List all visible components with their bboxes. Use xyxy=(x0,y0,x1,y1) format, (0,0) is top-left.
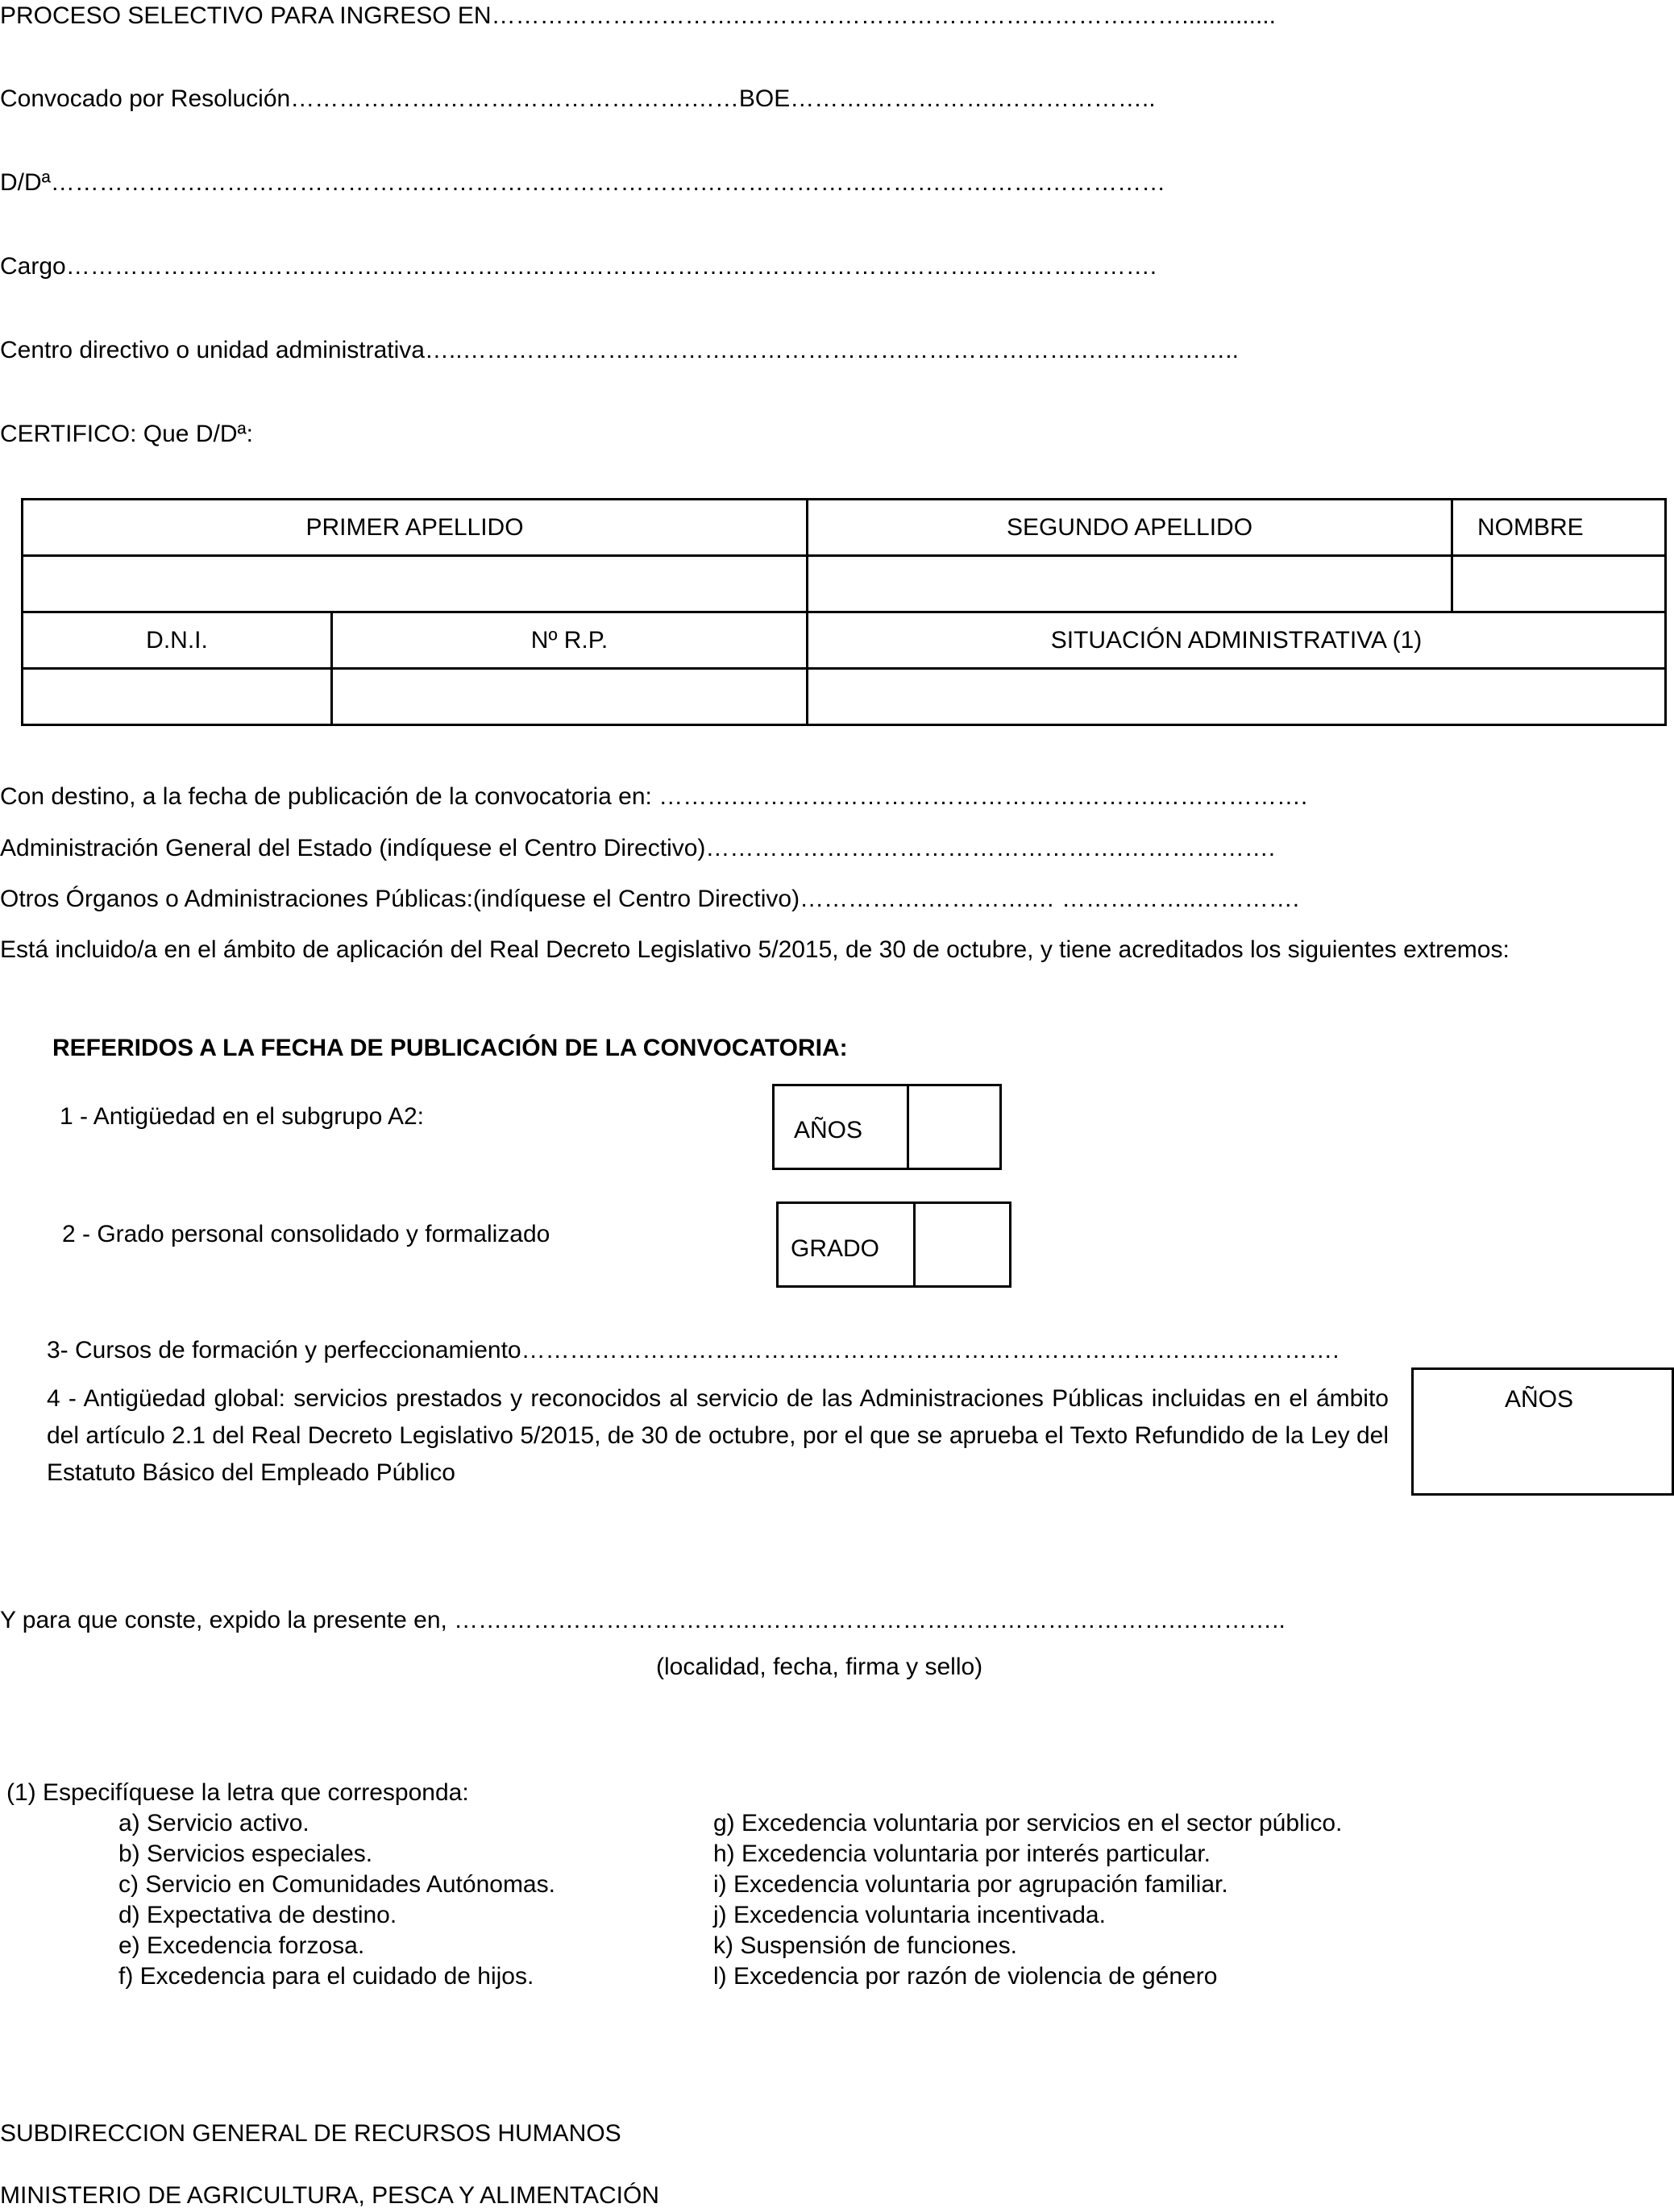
list-item: a) Servicio activo. xyxy=(118,1810,309,1836)
certifico-label: CERTIFICO: Que D/Dª: xyxy=(0,421,253,447)
nrp-header: Nº R.P. xyxy=(332,612,808,669)
anos-global-label: AÑOS xyxy=(1505,1386,1574,1413)
cargo-field[interactable]: Cargo………………………………………………….…………………….………………………….…………………. xyxy=(0,253,1157,280)
legend-right-list xyxy=(713,1808,1342,1992)
segundo-apellido-cell[interactable] xyxy=(808,556,1452,612)
item-grado-personal: 2 - Grado personal consolidado y formalizado xyxy=(62,1221,550,1247)
list-item: j) Excedencia voluntaria incentivada. xyxy=(713,1902,1106,1928)
list-item: g) Excedencia voluntaria por servicios en el sector público. xyxy=(713,1810,1343,1836)
proceso-field[interactable]: PROCESO SELECTIVO PARA INGRESO EN………………………….………………………………………….…….............. xyxy=(0,2,1276,29)
grado-value[interactable] xyxy=(913,1204,1014,1285)
anos-global-box[interactable] xyxy=(1411,1367,1674,1496)
expedicion-note: (localidad, fecha, firma y sello) xyxy=(656,1654,983,1680)
antiguedad-global-text: 4 - Antigüedad global: servicios prestados y reconocidos al servicio de las Administraciones Públicas incluidas en el ámbito del artículo 2.1 del Real Decreto Legislativo 5/2015, de 30 de octubre, por el que se aprueba el Texto Refundido de la Ley del Estatuto Básico del Empleado Público xyxy=(47,1385,1389,1486)
dni-cell[interactable] xyxy=(23,669,332,725)
grado-label: GRADO xyxy=(791,1235,880,1262)
list-item: k) Suspensión de funciones. xyxy=(713,1932,1017,1959)
dni-header: D.N.I. xyxy=(23,612,332,669)
con-destino-field[interactable]: Con destino, a la fecha de publicación de la convocatoria en: ……….…………………………………………….………………. xyxy=(0,783,1308,810)
list-item: h) Excedencia voluntaria por interés particular. xyxy=(713,1841,1211,1867)
legend-left-list xyxy=(118,1808,555,1992)
primer-apellido-cell[interactable] xyxy=(23,556,808,612)
expedicion-field[interactable]: Y para que conste, expido la presente en, …….………………………….…………………………………………….………….. xyxy=(0,1607,1286,1633)
situacion-cell[interactable] xyxy=(808,669,1666,725)
list-item: f) Excedencia para el cuidado de hijos. xyxy=(118,1963,534,1990)
convocado-field[interactable]: Convocado por Resolución……………….………………………….……BOE……….…………….……………….. xyxy=(0,85,1156,112)
anos-label: AÑOS xyxy=(794,1117,863,1143)
primer-apellido-header: PRIMER APELLIDO xyxy=(23,500,808,556)
situacion-header: SITUACIÓN ADMINISTRATIVA (1) xyxy=(808,612,1666,669)
centro-directivo-field[interactable]: Centro directivo o unidad administrativa…..…………………………….…………………………………….……………….. xyxy=(0,337,1239,363)
list-item: c) Servicio en Comunidades Autónomas. xyxy=(118,1871,555,1898)
list-item: d) Expectativa de destino. xyxy=(118,1902,397,1928)
item-antiguedad-subgrupo: 1 - Antigüedad en el subgrupo A2: xyxy=(60,1103,425,1130)
table-row xyxy=(23,612,1666,669)
anos-subgrupo-box xyxy=(772,1084,1002,1170)
identification-table xyxy=(21,498,1667,726)
list-item: b) Servicios especiales. xyxy=(118,1841,373,1867)
subdireccion-footer: SUBDIRECCION GENERAL DE RECURSOS HUMANOS xyxy=(0,2120,621,2147)
anos-subgrupo-value[interactable] xyxy=(907,1086,1004,1168)
age-field[interactable]: Administración General del Estado (indíquese el Centro Directivo)…………………………………………….………………. xyxy=(0,835,1276,861)
legend-title: (1) Especifíquese la letra que corresponda: xyxy=(6,1779,469,1806)
table-row xyxy=(23,500,1666,556)
table-row xyxy=(23,556,1666,612)
segundo-apellido-header: SEGUNDO APELLIDO xyxy=(808,500,1452,556)
item-antiguedad-global xyxy=(47,1380,1389,1492)
nrp-cell[interactable] xyxy=(332,669,808,725)
list-item: e) Excedencia forzosa. xyxy=(118,1932,365,1959)
list-item: l) Excedencia por razón de violencia de género xyxy=(713,1963,1218,1990)
otros-organos-field[interactable]: Otros Órganos o Administraciones Públicas:(indíquese el Centro Directivo)…………….………….… ……………..…………. xyxy=(0,886,1300,912)
table-row xyxy=(23,669,1666,725)
cursos-formacion-field[interactable]: 3- Cursos de formación y perfeccionamiento……………………………….………………………………………….……………. xyxy=(47,1337,1340,1363)
referidos-heading: REFERIDOS A LA FECHA DE PUBLICACIÓN DE LA CONVOCATORIA: xyxy=(52,1035,848,1061)
dd-field[interactable]: D/Dª……………….……………………….…………………………….…………………………………….…………… xyxy=(0,169,1166,196)
ministerio-footer: MINISTERIO DE AGRICULTURA, PESCA Y ALIMENTACIÓN xyxy=(0,2182,659,2209)
grado-box xyxy=(776,1201,1011,1288)
list-item: i) Excedencia voluntaria por agrupación familiar. xyxy=(713,1871,1228,1898)
nombre-header: NOMBRE xyxy=(1452,500,1666,556)
incluido-statement: Está incluido/a en el ámbito de aplicación del Real Decreto Legislativo 5/2015, de 30 de octubre, y tiene acreditados los siguientes extremos: xyxy=(0,936,1510,963)
nombre-cell[interactable] xyxy=(1452,556,1666,612)
